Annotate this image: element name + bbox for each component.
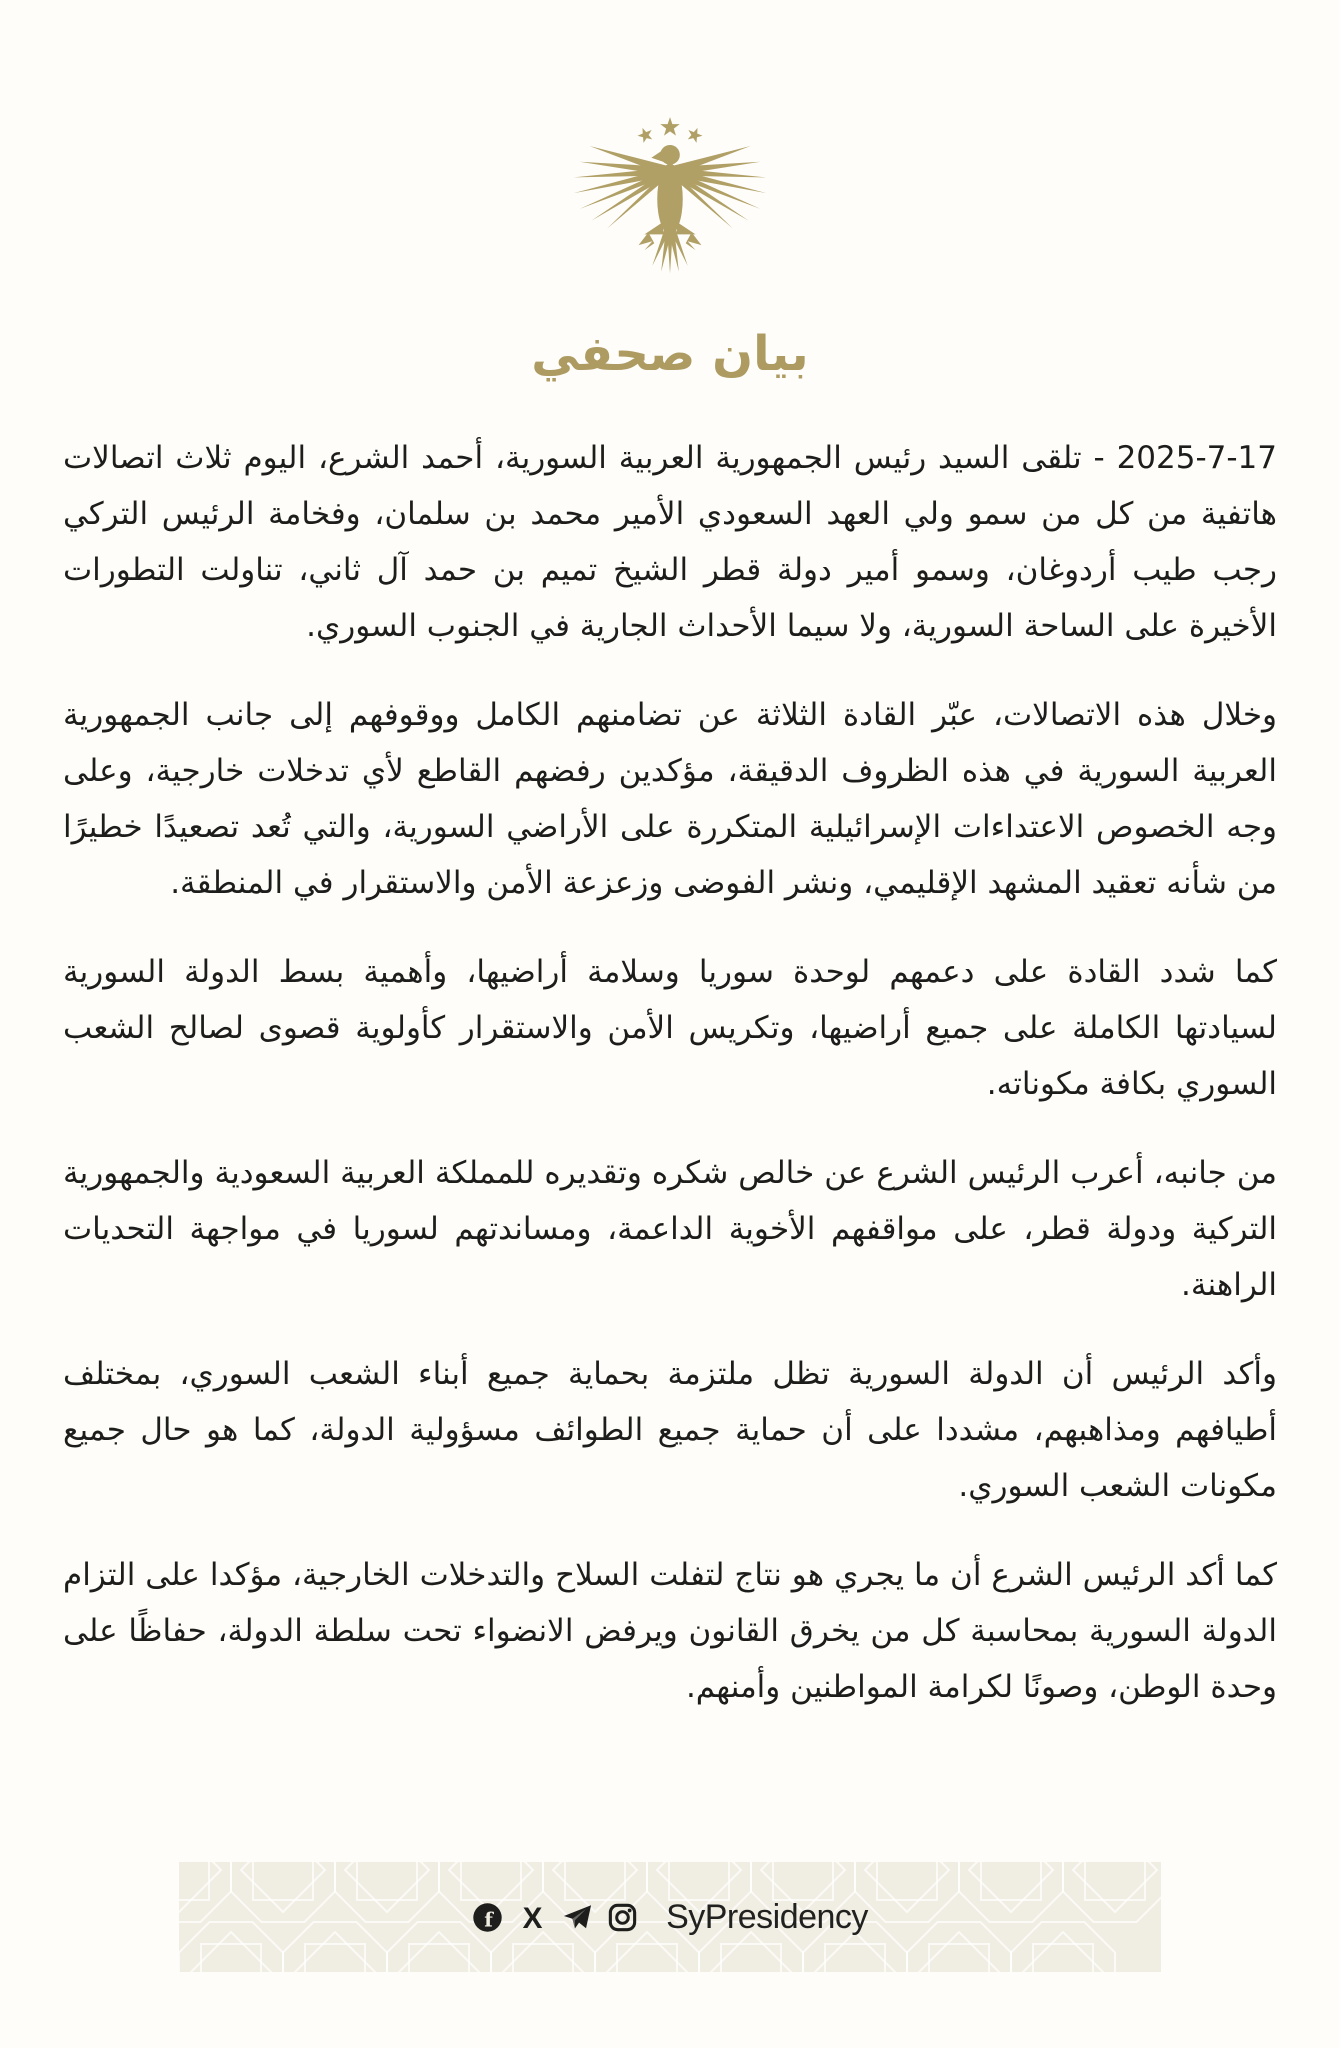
facebook-icon bbox=[472, 1902, 503, 1933]
star-icon bbox=[685, 125, 704, 144]
instagram-icon bbox=[607, 1902, 638, 1933]
telegram-icon bbox=[562, 1902, 593, 1933]
statement-paragraph: وأكد الرئيس أن الدولة السورية تظل ملتزمة بحماية جميع أبناء الشعب السوري، بمختلف أطيافهم ومذاهبهم، مشددا على أن حماية جميع الطوائف مسؤولية الدولة، كما هو حال جميع مكونات الشعب السوري. bbox=[63, 1356, 1277, 1504]
svg-text:X: X bbox=[522, 1901, 543, 1933]
statement-paragraph: وخلال هذه الاتصالات، عبّر القادة الثلاثة عن تضامنهم الكامل ووقوفهم إلى جانب الجمهورية العربية السورية في هذه الظروف الدقيقة، مؤكدين رفضهم القاطع لأي تدخلات خارجية، وعلى وجه الخصوص الاعتداءات الإسرائيلية المتكررة على الأراضي السورية، والتي تُعد تصعيدًا خطيرًا من شأنه تعقيد المشهد الإقليمي، ونشر الفوضى وزعزعة الأمن والاستقرار في المنطقة. bbox=[63, 697, 1277, 901]
svg-text:f: f bbox=[484, 1907, 493, 1932]
eagle-emblem-graphic bbox=[562, 112, 778, 288]
star-icon bbox=[635, 125, 654, 144]
statement-paragraph: كما أكد الرئيس الشرع أن ما يجري هو نتاج لتفلت السلاح والتدخلات الخارجية، مؤكدا على التزام الدولة السورية بمحاسبة كل من يخرق القانون ويرفض الانضواء تحت سلطة الدولة، حفاظًا على وحدة الوطن، وصونًا لكرامة المواطنين وأمنهم. bbox=[63, 1557, 1277, 1705]
statement-paragraph: كما شدد القادة على دعمهم لوحدة سوريا وسلامة أراضيها، وأهمية بسط الدولة السورية لسيادتها الكاملة على جميع أراضيها، وتكريس الأمن والاستقرار كأولوية قصوى لصالح الشعب السوري بكافة مكوناته. bbox=[63, 954, 1277, 1102]
x-icon bbox=[517, 1902, 548, 1933]
footer-social-row bbox=[179, 1862, 1161, 1972]
press-release-title: بيان صحفي bbox=[531, 326, 809, 382]
social-handle: SyPresidency bbox=[666, 1897, 868, 1936]
statement-paragraph: 2025-7-17 - تلقى السيد رئيس الجمهورية العربية السورية، أحمد الشرع، اليوم ثلاث اتصالات هاتفية من كل من سمو ولي العهد السعودي الأمير محمد بن سلمان، وفخامة الرئيس التركي رجب طيب أردوغان، وسمو أمير دولة قطر الشيخ تميم بن حمد آل ثاني، تناولت التطورات الأخيرة على الساحة السورية، ولا سيما الأحداث الجارية في الجنوب السوري. bbox=[63, 440, 1277, 644]
star-icon bbox=[660, 117, 679, 135]
footer-band bbox=[179, 1862, 1161, 1972]
statement-paragraph: من جانبه، أعرب الرئيس الشرع عن خالص شكره وتقديره للمملكة العربية السعودية والجمهورية التركية ودولة قطر، على مواقفهم الأخوية الداعمة، ومساندتهم لسوريا في مواجهة التحديات الراهنة. bbox=[63, 1155, 1277, 1303]
statement-body bbox=[63, 430, 1277, 1748]
presidential-eagle-emblem bbox=[562, 112, 778, 288]
